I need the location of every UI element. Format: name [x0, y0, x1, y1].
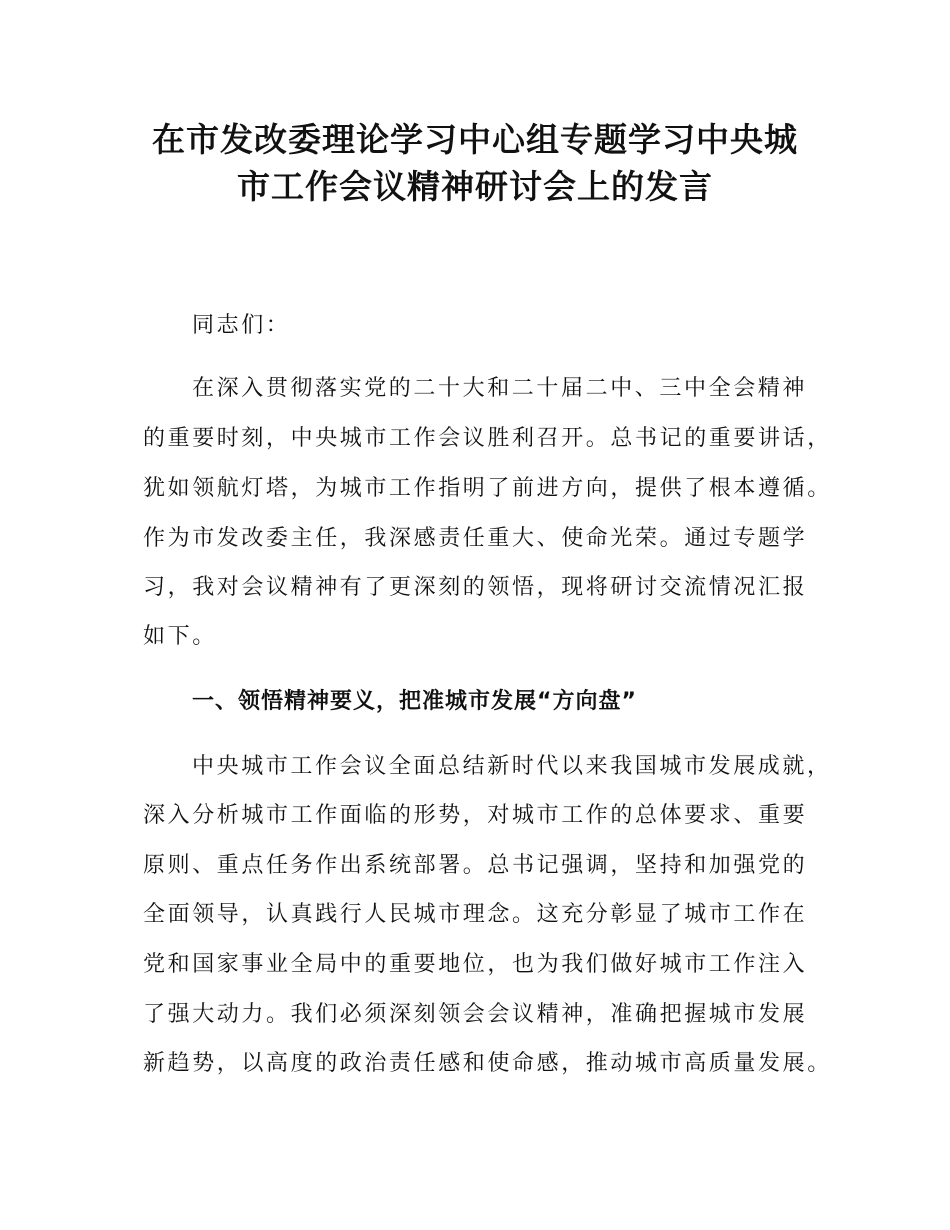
paragraph-1-line-5: 习，我对会议精神有了更深刻的领悟，现将研讨交流情况汇报: [143, 575, 808, 600]
document-title-line-2: 市工作会议精神研讨会上的发言: [237, 167, 713, 206]
paragraph-2-line-2: 深入分析城市工作面临的形势，对城市工作的总体要求、重要: [143, 803, 808, 828]
paragraph-2-line-3: 原则、重点任务作出系统部署。总书记强调，坚持和加强党的: [143, 853, 808, 878]
paragraph-1-line-2: 的重要时刻，中央城市工作会议胜利召开。总书记的重要讲话，: [143, 426, 832, 451]
paragraph-1-line-1: 在深入贯彻落实党的二十大和二十届二中、三中全会精神: [192, 376, 808, 401]
paragraph-2-line-1: 中央城市工作会议全面总结新时代以来我国城市发展成就，: [192, 754, 832, 779]
salutation: 同志们：: [192, 313, 291, 338]
paragraph-1-line-3: 犹如领航灯塔，为城市工作指明了前进方向，提供了根本遵循。: [143, 476, 832, 501]
section-heading-1: 一、领悟精神要义，把准城市发展“方向盘”: [192, 689, 637, 714]
paragraph-2-line-7: 新趋势，以高度的政治责任感和使命感，推动城市高质量发展。: [143, 1051, 832, 1076]
paragraph-2-line-6: 了强大动力。我们必须深刻领会会议精神，准确把握城市发展: [143, 1002, 808, 1027]
paragraph-1-line-4: 作为市发改委主任，我深感责任重大、使命光荣。通过专题学: [143, 526, 808, 551]
paragraph-2-line-5: 党和国家事业全局中的重要地位，也为我们做好城市工作注入: [143, 952, 808, 977]
paragraph-2-line-4: 全面领导，认真践行人民城市理念。这充分彰显了城市工作在: [143, 902, 808, 927]
document-title-line-1: 在市发改委理论学习中心组专题学习中央城: [152, 120, 798, 159]
paragraph-1-line-6: 如下。: [143, 624, 217, 649]
